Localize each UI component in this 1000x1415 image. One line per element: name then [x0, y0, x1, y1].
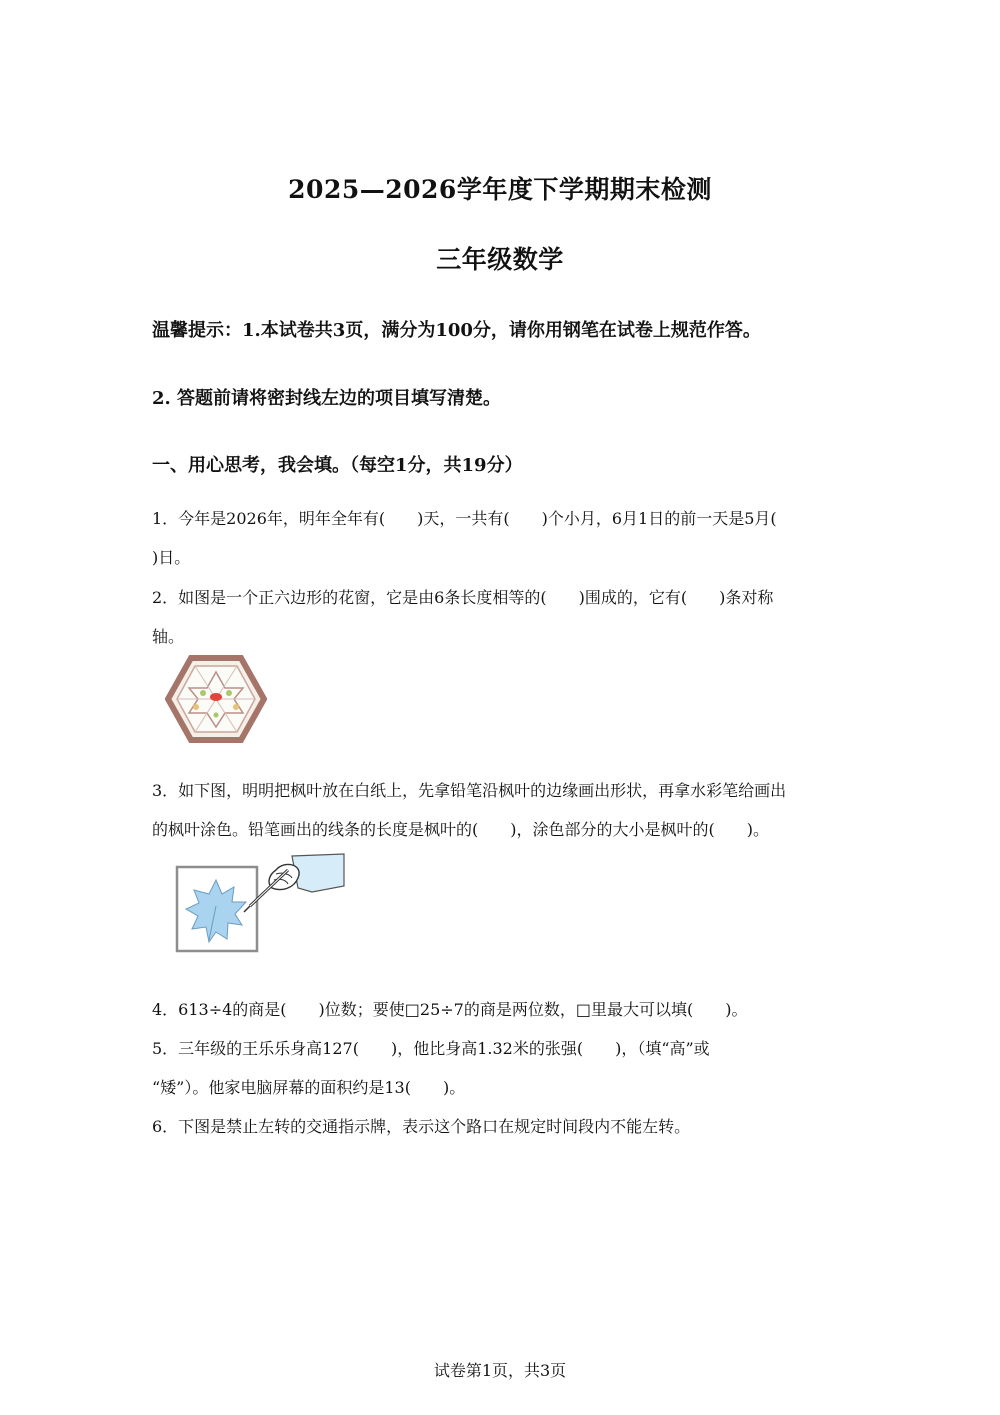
question-3-line-1: 3．如下图，明明把枫叶放在白纸上，先拿铅笔沿枫叶的边缘画出形状，再拿水彩笔给画出	[152, 781, 787, 800]
question-3-line-2: 的枫叶涂色。铅笔画出的线条的长度是枫叶的( )，涂色部分的大小是枫叶的( )。	[152, 820, 769, 839]
notice-line-2: 2. 答题前请将密封线左边的项目填写清楚。	[152, 388, 502, 409]
section-1-heading: 一、用心思考，我会填。（每空1分，共19分）	[152, 455, 523, 476]
question-2-line-2: 轴。	[152, 627, 185, 646]
question-2-line-1: 2．如图是一个正六边形的花窗，它是由6条长度相等的( )围成的，它有( )条对称	[152, 588, 774, 607]
page-title: 2025—2026学年度下学期期末检测	[288, 175, 712, 204]
page-footer: 试卷第1页，共3页	[433, 1361, 567, 1380]
question-4-line-1: 4．613÷4的商是( )位数；要使□25÷7的商是两位数，□里最大可以填( )。	[152, 1000, 748, 1019]
question-5-line-1: 5．三年级的王乐乐身高127( )，他比身高1.32米的张强( )，（填“高”或	[152, 1039, 710, 1058]
question-5-line-2: “矮”）。他家电脑屏幕的面积约是13( )。	[152, 1078, 466, 1097]
question-1-line-2: )日。	[152, 548, 191, 567]
page-subtitle: 三年级数学	[436, 245, 564, 274]
hexagon-flower-window-icon	[165, 655, 267, 743]
question-1-line-1: 1．今年是2026年，明年全年有( )天，一共有( )个小月，6月1日的前一天是5月(	[152, 509, 777, 528]
maple-leaf-tracing-icon	[172, 852, 348, 956]
question-6-line-1: 6．下图是禁止左转的交通指示牌，表示这个路口在规定时间段内不能左转。	[152, 1117, 691, 1136]
notice-line-1: 温馨提示：1.本试卷共3页，满分为100分，请你用钢笔在试卷上规范作答。	[152, 320, 761, 341]
